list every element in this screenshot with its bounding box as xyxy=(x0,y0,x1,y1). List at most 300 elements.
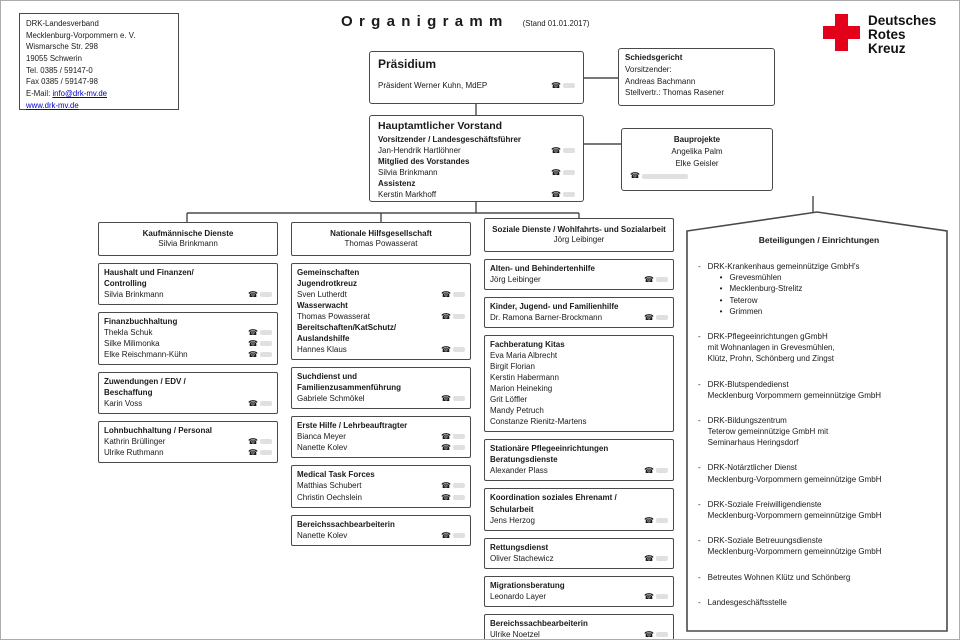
bullet-dot-icon: • xyxy=(719,295,723,305)
box-line xyxy=(104,327,272,338)
redacted-phone-number xyxy=(453,495,465,500)
beteiligungen-line: DRK-Pflegeeinrichtungen gGmbH xyxy=(707,331,828,341)
subitem-text: Grimmen xyxy=(729,306,763,316)
box-line xyxy=(104,425,272,436)
box-line xyxy=(490,312,668,323)
box-line-text: Koordination soziales Ehrenamt / xyxy=(490,493,617,503)
redacted-phone-number xyxy=(453,445,465,450)
redacted-phone-number xyxy=(453,533,465,538)
beteiligungen-item-lines xyxy=(708,379,881,401)
box-line xyxy=(490,591,668,602)
phone-icon: ☎ xyxy=(441,394,451,404)
org-box xyxy=(291,465,471,507)
box-line xyxy=(490,263,668,274)
box-line-text: Constanze Rienitz-Martens xyxy=(490,417,587,427)
dash-bullet: - xyxy=(698,379,701,389)
beteiligungen-line: DRK-Soziale Freiwilligendienste xyxy=(707,499,822,509)
column-title: Nationale Hilfsgesellschaft xyxy=(330,228,432,238)
phone-icon: ☎ xyxy=(551,190,561,200)
phone-icon: ☎ xyxy=(441,432,451,442)
box-line-text: Mitglied des Vorstandes xyxy=(378,157,470,167)
bauprojekte-box xyxy=(621,128,773,191)
box-line xyxy=(490,515,668,526)
box-line xyxy=(297,371,465,382)
box-line xyxy=(297,267,465,278)
dash-bullet: - xyxy=(698,572,701,582)
beteiligungen-subitem xyxy=(708,272,860,283)
redacted-phone-number xyxy=(656,556,668,561)
logo-line: Deutsches xyxy=(868,13,937,28)
phone-icon: ☎ xyxy=(644,275,654,285)
phone-icon: ☎ xyxy=(441,443,451,453)
org-box xyxy=(98,263,278,305)
beteiligungen-item xyxy=(698,597,940,608)
box-line xyxy=(297,311,465,322)
box-line-text: Fachberatung Kitas xyxy=(490,340,565,350)
beteiligungen-line: Mecklenburg-Vorpommern gemeinnützige GmbH xyxy=(707,547,882,557)
subitem-text: Mecklenburg-Strelitz xyxy=(729,284,803,294)
red-cross-icon xyxy=(823,14,860,51)
contact-line: DRK-Landesverband xyxy=(26,19,99,28)
phone-icon: ☎ xyxy=(248,437,258,447)
box-line-text: Vorsitzender / Landesgeschäftsführer xyxy=(378,135,521,144)
box-line xyxy=(490,394,668,405)
box-line xyxy=(297,469,465,480)
phone-icon: ☎ xyxy=(441,312,451,322)
box-line xyxy=(628,158,766,170)
box-line xyxy=(628,134,766,146)
box-line-text: Suchdienst und xyxy=(297,372,357,382)
box-line-text: Andreas Bachmann xyxy=(625,76,696,86)
beteiligungen-item-lines xyxy=(708,462,882,484)
redacted-phone-number xyxy=(656,468,668,473)
box-line-text: Grit Löffler xyxy=(490,395,528,405)
box-line-text: Alten- und Behindertenhilfe xyxy=(490,264,595,273)
org-box xyxy=(291,416,471,458)
beteiligungen-item xyxy=(698,331,940,365)
box-line xyxy=(297,442,465,453)
phone-icon: ☎ xyxy=(248,448,258,458)
praesidium-title: Präsidium xyxy=(378,57,437,71)
dash-bullet: - xyxy=(698,597,701,607)
box-line xyxy=(378,145,575,156)
box-line-text: Wasserwacht xyxy=(297,301,348,311)
box-line xyxy=(490,465,668,476)
box-line-text: Bereitschaften/KatSchutz/ xyxy=(297,323,397,333)
redacted-phone-number xyxy=(260,341,272,346)
box-line-text: Schularbeit xyxy=(490,504,534,514)
beteiligungen-item xyxy=(698,379,940,401)
beteiligungen-subitem xyxy=(708,306,860,317)
org-box xyxy=(484,576,674,607)
box-line-text: Thekla Schuk xyxy=(104,328,153,338)
box-line-text: Christin Oechslein xyxy=(297,492,362,502)
box-line-text: Rettungsdienst xyxy=(490,542,549,552)
box-line-text: Angelika Palm xyxy=(671,147,723,156)
box-line-text: Silvia Brinkmann xyxy=(104,290,164,300)
org-box xyxy=(484,538,674,569)
box-line-text: Controlling xyxy=(104,279,147,289)
box-line xyxy=(490,454,668,465)
box-line xyxy=(490,339,668,350)
beteiligungen-body xyxy=(698,235,940,622)
box-line-text: Oliver Stachewicz xyxy=(490,553,554,563)
box-line xyxy=(297,333,465,344)
beteiligungen-item xyxy=(698,462,940,484)
box-line xyxy=(490,274,668,285)
box-line-text: Bereichssachbearbeiterin xyxy=(297,519,395,529)
box-line-text: Matthias Schubert xyxy=(297,481,362,491)
box-line xyxy=(104,447,272,458)
phone-icon: ☎ xyxy=(644,466,654,476)
box-line-text: Karin Voss xyxy=(104,399,143,409)
box-line xyxy=(490,405,668,416)
org-box xyxy=(484,259,674,290)
box-line-text: Nanette Kolev xyxy=(297,443,348,453)
org-box xyxy=(484,297,674,328)
box-line xyxy=(104,289,272,300)
box-line-text: Kerstin Markhoff xyxy=(378,190,437,200)
box-line-text: Schiedsgericht xyxy=(625,53,683,62)
box-line-text: Hannes Klaus xyxy=(297,345,347,355)
drk-logo xyxy=(823,14,936,57)
box-line-text: Kerstin Habermann xyxy=(490,373,559,383)
praesidium-member-row xyxy=(378,80,575,91)
box-line xyxy=(378,134,575,145)
beteiligungen-item-lines xyxy=(708,499,882,521)
contact-line: Wismarsche Str. 298 xyxy=(26,42,98,52)
box-line-text: Elke Geisler xyxy=(675,159,719,168)
contact-email-line xyxy=(26,88,172,100)
beteiligungen-line: DRK-Notärztlicher Dienst xyxy=(707,463,798,473)
redacted-phone-number xyxy=(453,483,465,488)
box-line-text: Birgit Florian xyxy=(490,362,535,372)
box-line-text: Dr. Ramona Barner-Brockmann xyxy=(490,313,603,323)
org-box xyxy=(484,488,674,530)
beteiligungen-line: Mecklenburg-Vorpommern gemeinnützige GmbH xyxy=(707,511,882,520)
box-line xyxy=(490,553,668,564)
box-line-text: Auslandshilfe xyxy=(297,334,350,344)
beteiligungen-item xyxy=(698,261,940,317)
box-line xyxy=(297,344,465,355)
logo-wordmark xyxy=(868,14,936,57)
beteiligungen-line: Klütz, Prohn, Schönberg und Zingst xyxy=(707,354,834,364)
contact-line: Tel. 0385 / 59147-0 xyxy=(26,65,93,75)
box-line xyxy=(490,301,668,312)
praesidium-box xyxy=(369,51,584,104)
redacted-phone-number xyxy=(656,594,668,599)
box-line xyxy=(378,178,575,189)
box-line-text: Marion Heineking xyxy=(490,384,553,394)
box-line xyxy=(297,322,465,333)
box-line xyxy=(378,189,575,200)
box-line-text: Thomas Powasserat xyxy=(297,312,370,322)
dash-bullet: - xyxy=(698,536,701,546)
box-line-text: Beratungsdienste xyxy=(490,455,558,465)
dash-bullet: - xyxy=(698,415,701,425)
redacted-phone-number xyxy=(453,396,465,401)
box-line-text: Leonardo Layer xyxy=(490,591,547,601)
redacted-phone-number xyxy=(563,170,575,175)
box-line-text: Elke Reischmann-Kühn xyxy=(104,350,188,360)
beteiligungen-item xyxy=(698,535,940,557)
box-line xyxy=(297,300,465,311)
box-line-text: Jugendrotkreuz xyxy=(297,279,358,289)
redacted-phone-number xyxy=(642,174,688,179)
beteiligungen-item xyxy=(698,415,940,449)
beteiligungen-line: DRK-Blutspendedienst xyxy=(707,379,789,389)
box-line xyxy=(490,629,668,640)
beteiligungen-line: Seminarhaus Heringsdorf xyxy=(707,438,799,448)
beteiligungen-subitem xyxy=(708,295,860,306)
phone-icon: ☎ xyxy=(441,530,451,540)
box-line xyxy=(297,382,465,393)
box-line-text: Medical Task Forces xyxy=(297,470,375,480)
box-line-text: Ulrike Ruthmann xyxy=(104,448,164,458)
contact-card xyxy=(19,13,179,110)
beteiligungen-item-lines xyxy=(708,261,860,317)
box-line xyxy=(490,383,668,394)
beteiligungen-line: Betreutes Wohnen Klütz und Schönberg xyxy=(707,572,851,582)
box-line-text: Erste Hilfe / Lehrbeauftragter xyxy=(297,421,408,431)
beteiligungen-subitem xyxy=(708,283,860,294)
box-line-text: Lohnbuchhaltung / Personal xyxy=(104,426,212,436)
phone-icon: ☎ xyxy=(441,345,451,355)
redacted-phone-number xyxy=(563,192,575,197)
box-line xyxy=(490,350,668,361)
phone-icon: ☎ xyxy=(630,171,640,180)
box-line-text: Silvia Brinkmann xyxy=(378,168,438,178)
box-line xyxy=(490,618,668,629)
box-line xyxy=(625,64,768,76)
box-line xyxy=(490,372,668,383)
box-line xyxy=(104,436,272,447)
phone-icon: ☎ xyxy=(248,399,258,409)
beteiligungen-line: mit Wohnanlagen in Grevesmühlen, xyxy=(707,343,835,353)
box-line-text: Ulrike Noetzel xyxy=(490,629,540,639)
box-line-text: Finanzbuchhaltung xyxy=(104,317,178,327)
box-line xyxy=(490,416,668,427)
redacted-phone-number xyxy=(260,439,272,444)
box-line-text: Assistenz xyxy=(378,179,416,189)
page-title: Organigramm xyxy=(341,13,509,30)
beteiligungen-line: Mecklenburg Vorpommern gemeinnützige GmbH xyxy=(707,390,882,400)
redacted-phone-number xyxy=(453,314,465,319)
beteiligungen-items xyxy=(698,261,940,608)
column-lead-name: Thomas Powasserat xyxy=(344,239,418,248)
box-line-text: Kinder, Jugend- und Familienhilfe xyxy=(490,302,619,312)
beteiligungen-item xyxy=(698,499,940,521)
column-title: Soziale Dienste / Wohlfahrts- und Sozialarbeit xyxy=(492,224,666,234)
beteiligungen-line: Teterow gemeinnützige GmbH mit xyxy=(707,427,829,437)
redacted-phone-number xyxy=(563,83,575,88)
box-line-text: Haushalt und Finanzen/ xyxy=(104,268,194,277)
box-line-text: Bianca Meyer xyxy=(297,432,346,442)
org-box xyxy=(484,614,674,640)
box-line xyxy=(628,146,766,158)
box-line xyxy=(490,542,668,553)
redacted-phone-number xyxy=(260,450,272,455)
box-line-text: Beschaffung xyxy=(104,388,153,398)
column-header xyxy=(484,218,674,252)
box-line-text: Jörg Leibinger xyxy=(490,275,541,285)
org-box xyxy=(484,439,674,481)
column-3 xyxy=(484,218,674,640)
redacted-phone-number xyxy=(453,347,465,352)
vorstand-box xyxy=(369,115,584,202)
column-header xyxy=(291,222,471,256)
box-line-text: Gabriele Schmökel xyxy=(297,394,365,404)
box-line xyxy=(625,87,768,99)
box-line xyxy=(297,480,465,491)
box-line xyxy=(490,361,668,372)
box-line xyxy=(104,278,272,289)
box-line xyxy=(625,52,768,64)
phone-icon: ☎ xyxy=(644,553,654,563)
bullet-dot-icon: • xyxy=(719,284,723,294)
column-title: Kaufmännische Dienste xyxy=(142,228,234,238)
org-box xyxy=(291,367,471,409)
box-line-text: Bauprojekte xyxy=(673,135,721,144)
dash-bullet: - xyxy=(698,331,701,341)
box-line-text: Stellvertr.: Thomas Rasener xyxy=(625,88,725,98)
redacted-phone-number xyxy=(656,632,668,637)
box-line xyxy=(297,530,465,541)
box-line xyxy=(378,156,575,167)
box-line-text: Eva Maria Albrecht xyxy=(490,351,558,361)
beteiligungen-item-lines xyxy=(708,572,851,583)
box-line xyxy=(297,492,465,503)
phone-icon: ☎ xyxy=(441,492,451,502)
box-line-text: Silke Milimonka xyxy=(104,339,160,349)
dash-bullet: - xyxy=(698,463,701,473)
org-box xyxy=(291,263,471,360)
email-label: E-Mail: xyxy=(26,89,53,99)
phone-icon: ☎ xyxy=(248,290,258,300)
org-box xyxy=(291,515,471,546)
box-line xyxy=(297,289,465,300)
redacted-phone-number xyxy=(656,518,668,523)
beteiligungen-panel xyxy=(686,211,948,633)
beteiligungen-item-lines xyxy=(708,331,835,365)
box-line-text: Mandy Petruch xyxy=(490,406,544,416)
contact-address-lines xyxy=(26,18,172,88)
phone-icon: ☎ xyxy=(644,629,654,639)
box-line-text: Zuwendungen / EDV / xyxy=(104,377,186,387)
beteiligungen-line: Mecklenburg-Vorpommern gemeinnützige GmbH xyxy=(707,474,882,484)
email-link[interactable]: info@drk-mv.de xyxy=(52,89,108,99)
box-line-text: Kathrin Brüllinger xyxy=(104,437,166,447)
beteiligungen-line: DRK-Krankenhaus gemeinnützige GmbH's xyxy=(707,262,860,271)
box-line xyxy=(625,76,768,88)
box-line xyxy=(104,376,272,387)
box-line xyxy=(490,492,668,503)
logo-line: Kreuz xyxy=(868,41,906,57)
beteiligungen-line: DRK-Bildungszentrum xyxy=(707,415,787,425)
phone-icon: ☎ xyxy=(644,515,654,525)
org-box xyxy=(484,335,674,432)
page-header xyxy=(341,13,589,30)
beteiligungen-item-lines xyxy=(708,415,829,449)
org-box xyxy=(98,421,278,463)
column-2 xyxy=(291,222,471,546)
redacted-phone-number xyxy=(563,148,575,153)
box-line xyxy=(378,167,575,178)
praesidium-member: Präsident Werner Kuhn, MdEP xyxy=(378,81,488,90)
beteiligungen-item-lines xyxy=(708,535,882,557)
logo-line: Rotes xyxy=(868,27,906,43)
phone-icon: ☎ xyxy=(248,339,258,349)
contact-line: 19055 Schwerin xyxy=(26,54,82,64)
box-line xyxy=(297,420,465,431)
redacted-phone-number xyxy=(260,401,272,406)
box-line-text: Sven Lutherdt xyxy=(297,290,347,300)
box-line xyxy=(490,504,668,515)
column-lead-name: Jörg Leibinger xyxy=(553,235,605,244)
box-line-text: Stationäre Pflegeeinrichtungen xyxy=(490,444,609,454)
schiedsgericht-box xyxy=(618,48,775,106)
org-box xyxy=(98,372,278,414)
vorstand-title: Hauptamtlicher Vorstand xyxy=(378,120,503,132)
contact-line: Fax 0385 / 59147-98 xyxy=(26,77,98,87)
phone-icon: ☎ xyxy=(551,146,561,156)
box-line-text: Bereichssachbearbeiterin xyxy=(490,618,588,628)
box-line-text: Jens Herzog xyxy=(490,515,535,525)
box-line xyxy=(628,170,766,182)
box-line xyxy=(490,580,668,591)
box-line-text: Alexander Plass xyxy=(490,466,548,476)
redacted-phone-number xyxy=(453,292,465,297)
phone-icon: ☎ xyxy=(441,481,451,491)
bullet-dot-icon: • xyxy=(719,273,723,283)
box-line-text: Gemeinschaften xyxy=(297,268,360,277)
beteiligungen-title: Beteiligungen / Einrichtungen xyxy=(758,235,880,245)
phone-icon: ☎ xyxy=(551,168,561,178)
bullet-dot-icon: • xyxy=(719,306,723,316)
phone-icon: ☎ xyxy=(644,591,654,601)
box-line xyxy=(297,519,465,530)
box-line xyxy=(490,443,668,454)
beteiligungen-item xyxy=(698,572,940,583)
dash-bullet: - xyxy=(698,262,701,271)
phone-icon: ☎ xyxy=(644,313,654,323)
redacted-phone-number xyxy=(260,330,272,335)
phone-icon: ☎ xyxy=(248,328,258,338)
column-header xyxy=(98,222,278,256)
box-line xyxy=(297,278,465,289)
box-line-text: Migrationsberatung xyxy=(490,580,565,590)
column-1 xyxy=(98,222,278,463)
redacted-phone-number xyxy=(260,352,272,357)
dash-bullet: - xyxy=(698,499,701,509)
redacted-phone-number xyxy=(453,434,465,439)
box-line xyxy=(104,349,272,360)
beteiligungen-line: DRK-Soziale Betreuungsdienste xyxy=(707,536,823,546)
redacted-phone-number xyxy=(260,292,272,297)
redacted-phone-number xyxy=(656,315,668,320)
beteiligungen-item-lines xyxy=(708,597,787,608)
box-line-text: Vorsitzender: xyxy=(625,64,672,74)
subitem-text: Grevesmühlen xyxy=(729,273,782,283)
box-line xyxy=(104,387,272,398)
org-box xyxy=(98,312,278,365)
vorstand-body xyxy=(378,134,575,200)
phone-icon: ☎ xyxy=(441,290,451,300)
redacted-phone-number xyxy=(656,277,668,282)
beteiligungen-line: Landesgeschäftsstelle xyxy=(707,597,787,607)
box-line xyxy=(104,338,272,349)
website-link[interactable]: www.drk-mv.de xyxy=(26,100,79,110)
